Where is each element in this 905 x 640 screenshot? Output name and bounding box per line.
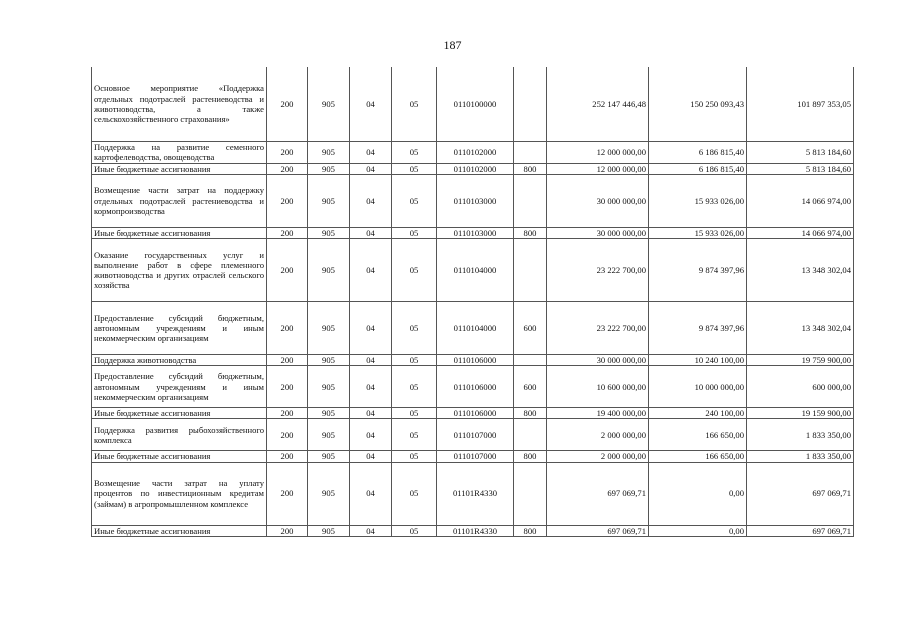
row-amount-plan: 10 600 000,00 bbox=[547, 366, 649, 408]
row-code-1: 200 bbox=[267, 227, 308, 238]
row-amount-exec: 240 100,00 bbox=[649, 408, 747, 419]
row-target-code: 0110102000 bbox=[437, 163, 514, 174]
row-code-4: 05 bbox=[392, 141, 437, 163]
row-amount-plan: 12 000 000,00 bbox=[547, 163, 649, 174]
row-expense-type bbox=[514, 141, 547, 163]
row-amount-rest: 600 000,00 bbox=[747, 366, 854, 408]
row-expense-type bbox=[514, 67, 547, 141]
row-code-3: 04 bbox=[350, 419, 392, 451]
row-target-code: 01101R4330 bbox=[437, 525, 514, 536]
row-name: Иные бюджетные ассигнования bbox=[92, 408, 267, 419]
row-expense-type: 800 bbox=[514, 227, 547, 238]
row-code-4: 05 bbox=[392, 238, 437, 301]
row-name: Иные бюджетные ассигнования bbox=[92, 525, 267, 536]
table-row bbox=[92, 227, 854, 238]
row-code-4: 05 bbox=[392, 451, 437, 462]
row-target-code: 0110103000 bbox=[437, 227, 514, 238]
row-code-1: 200 bbox=[267, 408, 308, 419]
row-code-1: 200 bbox=[267, 141, 308, 163]
table-row bbox=[92, 67, 854, 141]
row-code-1: 200 bbox=[267, 366, 308, 408]
row-code-4: 05 bbox=[392, 525, 437, 536]
row-target-code: 0110100000 bbox=[437, 67, 514, 141]
row-code-1: 200 bbox=[267, 174, 308, 227]
row-name: Иные бюджетные ассигнования bbox=[92, 227, 267, 238]
row-amount-rest: 13 348 302,04 bbox=[747, 238, 854, 301]
row-code-3: 04 bbox=[350, 174, 392, 227]
table-row bbox=[92, 163, 854, 174]
row-code-2: 905 bbox=[308, 525, 350, 536]
row-target-code: 0110106000 bbox=[437, 354, 514, 365]
row-code-4: 05 bbox=[392, 366, 437, 408]
table-row bbox=[92, 354, 854, 365]
row-code-1: 200 bbox=[267, 525, 308, 536]
row-amount-plan: 23 222 700,00 bbox=[547, 238, 649, 301]
row-amount-exec: 15 933 026,00 bbox=[649, 227, 747, 238]
row-name: Возмещение части затрат на уплату процентов по инвестиционным кредитам (займам) в агропромышленном комплексе bbox=[92, 462, 267, 525]
row-code-3: 04 bbox=[350, 408, 392, 419]
row-amount-rest: 697 069,71 bbox=[747, 462, 854, 525]
row-name: Поддержка животноводства bbox=[92, 354, 267, 365]
row-target-code: 0110104000 bbox=[437, 301, 514, 354]
row-code-4: 05 bbox=[392, 301, 437, 354]
row-code-3: 04 bbox=[350, 525, 392, 536]
row-code-3: 04 bbox=[350, 301, 392, 354]
row-code-4: 05 bbox=[392, 354, 437, 365]
row-name: Возмещение части затрат на поддержку отдельных подотраслей растениеводства и кормопроизводства bbox=[92, 174, 267, 227]
row-name: Предоставление субсидий бюджетным, автономным учреждениям и иным некоммерческим организациям bbox=[92, 366, 267, 408]
row-code-1: 200 bbox=[267, 67, 308, 141]
row-name: Поддержка развития рыбохозяйственного комплекса bbox=[92, 419, 267, 451]
row-code-3: 04 bbox=[350, 67, 392, 141]
row-code-4: 05 bbox=[392, 462, 437, 525]
row-name: Предоставление субсидий бюджетным, автономным учреждениям и иным некоммерческим организациям bbox=[92, 301, 267, 354]
row-code-1: 200 bbox=[267, 462, 308, 525]
row-amount-exec: 0,00 bbox=[649, 462, 747, 525]
row-code-3: 04 bbox=[350, 354, 392, 365]
row-expense-type bbox=[514, 174, 547, 227]
row-amount-rest: 19 759 900,00 bbox=[747, 354, 854, 365]
row-target-code: 0110104000 bbox=[437, 238, 514, 301]
row-expense-type: 800 bbox=[514, 525, 547, 536]
row-amount-exec: 10 000 000,00 bbox=[649, 366, 747, 408]
row-code-3: 04 bbox=[350, 141, 392, 163]
row-code-3: 04 bbox=[350, 462, 392, 525]
row-amount-exec: 166 650,00 bbox=[649, 419, 747, 451]
row-expense-type bbox=[514, 462, 547, 525]
row-code-4: 05 bbox=[392, 419, 437, 451]
row-amount-exec: 9 874 397,96 bbox=[649, 301, 747, 354]
row-code-2: 905 bbox=[308, 141, 350, 163]
row-amount-plan: 12 000 000,00 bbox=[547, 141, 649, 163]
row-amount-exec: 6 186 815,40 bbox=[649, 163, 747, 174]
row-code-2: 905 bbox=[308, 462, 350, 525]
table-row bbox=[92, 462, 854, 525]
row-code-2: 905 bbox=[308, 354, 350, 365]
table-row bbox=[92, 238, 854, 301]
row-code-4: 05 bbox=[392, 408, 437, 419]
row-target-code: 0110106000 bbox=[437, 366, 514, 408]
row-code-2: 905 bbox=[308, 419, 350, 451]
budget-table bbox=[91, 67, 854, 537]
row-amount-plan: 2 000 000,00 bbox=[547, 419, 649, 451]
row-code-4: 05 bbox=[392, 163, 437, 174]
row-code-2: 905 bbox=[308, 366, 350, 408]
row-code-2: 905 bbox=[308, 238, 350, 301]
row-code-4: 05 bbox=[392, 174, 437, 227]
row-amount-rest: 101 897 353,05 bbox=[747, 67, 854, 141]
row-code-2: 905 bbox=[308, 227, 350, 238]
row-amount-rest: 5 813 184,60 bbox=[747, 141, 854, 163]
row-code-3: 04 bbox=[350, 227, 392, 238]
row-amount-plan: 2 000 000,00 bbox=[547, 451, 649, 462]
row-code-2: 905 bbox=[308, 67, 350, 141]
table-row bbox=[92, 301, 854, 354]
row-code-4: 05 bbox=[392, 67, 437, 141]
row-amount-exec: 10 240 100,00 bbox=[649, 354, 747, 365]
row-target-code: 0110107000 bbox=[437, 419, 514, 451]
row-amount-plan: 19 400 000,00 bbox=[547, 408, 649, 419]
row-expense-type bbox=[514, 354, 547, 365]
table-row bbox=[92, 451, 854, 462]
row-code-1: 200 bbox=[267, 419, 308, 451]
row-code-2: 905 bbox=[308, 301, 350, 354]
row-amount-exec: 6 186 815,40 bbox=[649, 141, 747, 163]
row-code-1: 200 bbox=[267, 451, 308, 462]
row-amount-rest: 14 066 974,00 bbox=[747, 227, 854, 238]
row-name: Основное мероприятие «Поддержка отдельных подотраслей растениеводства и животноводства, а также сельскохозяйственного страхования» bbox=[92, 67, 267, 141]
table-row bbox=[92, 174, 854, 227]
row-amount-plan: 30 000 000,00 bbox=[547, 174, 649, 227]
row-expense-type: 600 bbox=[514, 366, 547, 408]
row-code-1: 200 bbox=[267, 301, 308, 354]
row-expense-type: 800 bbox=[514, 163, 547, 174]
row-target-code: 0110106000 bbox=[437, 408, 514, 419]
row-amount-exec: 0,00 bbox=[649, 525, 747, 536]
row-code-2: 905 bbox=[308, 163, 350, 174]
row-amount-exec: 9 874 397,96 bbox=[649, 238, 747, 301]
table-row bbox=[92, 408, 854, 419]
row-code-2: 905 bbox=[308, 408, 350, 419]
row-code-4: 05 bbox=[392, 227, 437, 238]
row-code-3: 04 bbox=[350, 366, 392, 408]
row-expense-type: 800 bbox=[514, 408, 547, 419]
row-amount-plan: 30 000 000,00 bbox=[547, 354, 649, 365]
table-row bbox=[92, 141, 854, 163]
row-code-2: 905 bbox=[308, 174, 350, 227]
table-row bbox=[92, 525, 854, 536]
row-amount-rest: 697 069,71 bbox=[747, 525, 854, 536]
row-name: Оказание государственных услуг и выполнение работ в сфере племенного животноводства и других отраслей сельского хозяйства bbox=[92, 238, 267, 301]
row-amount-plan: 30 000 000,00 bbox=[547, 227, 649, 238]
row-target-code: 01101R4330 bbox=[437, 462, 514, 525]
row-amount-exec: 166 650,00 bbox=[649, 451, 747, 462]
row-amount-plan: 23 222 700,00 bbox=[547, 301, 649, 354]
row-amount-rest: 13 348 302,04 bbox=[747, 301, 854, 354]
row-expense-type: 800 bbox=[514, 451, 547, 462]
row-amount-rest: 14 066 974,00 bbox=[747, 174, 854, 227]
row-amount-rest: 1 833 350,00 bbox=[747, 419, 854, 451]
row-amount-plan: 697 069,71 bbox=[547, 525, 649, 536]
row-amount-rest: 5 813 184,60 bbox=[747, 163, 854, 174]
table-row bbox=[92, 419, 854, 451]
page-number: 187 bbox=[443, 38, 462, 52]
row-expense-type: 600 bbox=[514, 301, 547, 354]
row-target-code: 0110107000 bbox=[437, 451, 514, 462]
row-name: Иные бюджетные ассигнования bbox=[92, 451, 267, 462]
row-amount-exec: 150 250 093,43 bbox=[649, 67, 747, 141]
row-amount-rest: 19 159 900,00 bbox=[747, 408, 854, 419]
row-code-3: 04 bbox=[350, 451, 392, 462]
row-code-3: 04 bbox=[350, 163, 392, 174]
table-row bbox=[92, 366, 854, 408]
row-expense-type bbox=[514, 419, 547, 451]
row-amount-plan: 697 069,71 bbox=[547, 462, 649, 525]
row-amount-exec: 15 933 026,00 bbox=[649, 174, 747, 227]
row-code-1: 200 bbox=[267, 238, 308, 301]
row-code-2: 905 bbox=[308, 451, 350, 462]
row-name: Поддержка на развитие семенного картофелеводства, овощеводства bbox=[92, 141, 267, 163]
row-amount-rest: 1 833 350,00 bbox=[747, 451, 854, 462]
row-code-1: 200 bbox=[267, 354, 308, 365]
row-target-code: 0110102000 bbox=[437, 141, 514, 163]
row-code-3: 04 bbox=[350, 238, 392, 301]
row-code-1: 200 bbox=[267, 163, 308, 174]
row-amount-plan: 252 147 446,48 bbox=[547, 67, 649, 141]
row-name: Иные бюджетные ассигнования bbox=[92, 163, 267, 174]
row-target-code: 0110103000 bbox=[437, 174, 514, 227]
row-expense-type bbox=[514, 238, 547, 301]
